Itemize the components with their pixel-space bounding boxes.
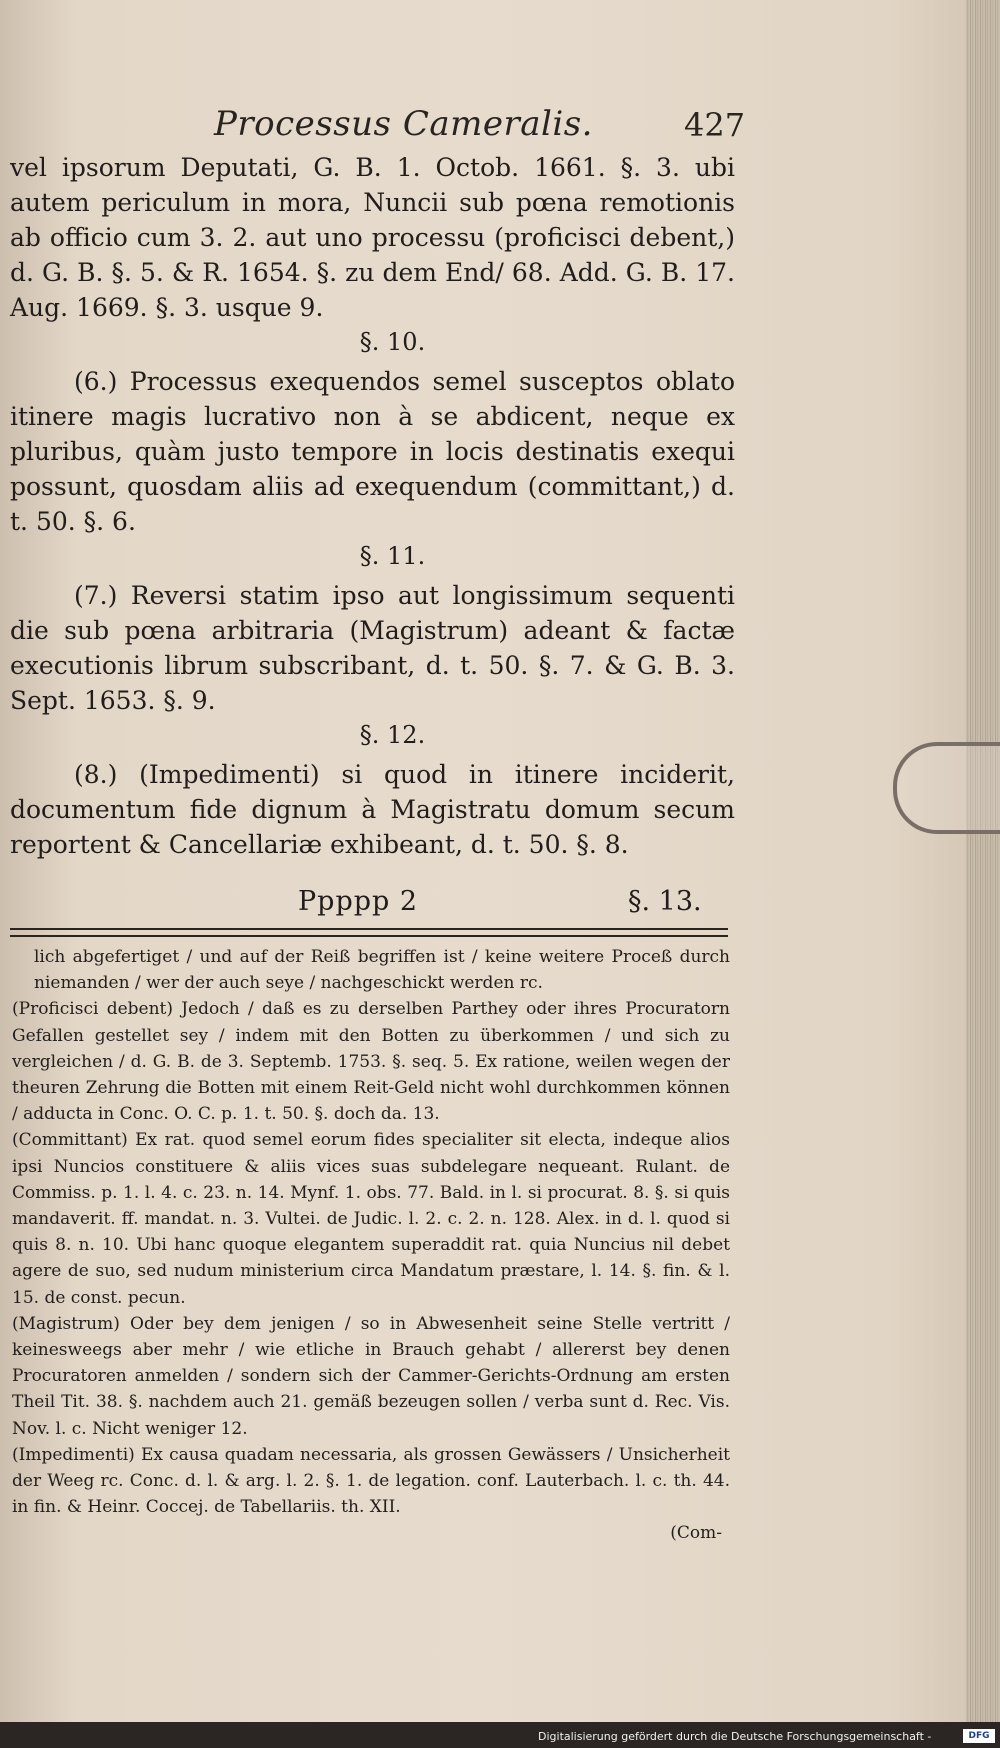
note-continuation: lich abgefertiget / und auf der Reiß begriffen ist / keine weitere Proceß durch niemanden / wer der auch seye / nachgeschickt werden rc. bbox=[34, 947, 730, 994]
paragraph-11: (7.) Reversi statim ipso aut longissimum sequenti die sub pœna arbitraria (Magistrum) adeant & factæ executionis librum subscribant, d. t. 50. §. 7. & G. B. 3. Sept. 1653. §. 9. bbox=[10, 581, 735, 715]
paragraph-12: (8.) (Impedimenti) si quod in itinere inciderit, documentum fide dignum à Magistratu domum secum reportent & Cancellariæ exhibeant, d. t. 50. §. 8. bbox=[10, 760, 735, 859]
page-clip bbox=[893, 742, 1000, 834]
printer-signature: Ppppp 2 bbox=[298, 886, 419, 917]
section-heading-11: §. 11. bbox=[359, 542, 426, 570]
dfg-logo: DFG bbox=[963, 1729, 995, 1743]
notes-catchword: (Com- bbox=[670, 1523, 722, 1544]
catchword: §. 13. bbox=[628, 886, 702, 917]
main-text bbox=[10, 150, 735, 862]
note-magistrum: (Magistrum) Oder bey dem jenigen / so in Abwesenheit seine Stelle vertritt / keinesweegs aber mehr / wie etliche in Brauch gehabt / allererst bey denen Procuratoren anmelden / sondern sich der Cammer-Gerichts-Ordnung am ersten Theil Tit. 38. §. nachdem auch 21. gemäß bezeugen sollen / verba sunt d. Rec. Vis. Nov. l. c. Nicht weniger 12. bbox=[12, 1313, 730, 1439]
paragraph-10: (6.) Processus exequendos semel susceptos oblato itinere magis lucrativo non à se abdicent, neque ex pluribus, quàm justo tempore in locis destinatis exequi possunt, quosdam aliis ad exequendum (committant,) d. t. 50. §. 6. bbox=[10, 367, 735, 536]
section-heading-10: §. 10. bbox=[359, 328, 426, 356]
running-title: Processus Cameralis. bbox=[214, 104, 593, 144]
digitization-credit: Digitalisierung gefördert durch die Deutsche Forschungsgemeinschaft - bbox=[538, 1730, 932, 1743]
note-committant: (Committant) Ex rat. quod semel eorum fides specialiter sit electa, indeque alios ipsi Nuncios constituere & aliis vices suas subdelegare nequeant. Rulant. de Commiss. p. 1. l. 4. c. 23. n. 14. Mynf. 1. obs. 77. Bald. in l. si procurat. 8. §. si quis mandaverit. ff. mandat. n. 3. Vultei. de Judic. l. 2. c. 2. n. 128. Alex. in d. l. quod si quis 8. n. 10. Ubi hanc quoque elegantem superaddit rat. quia Nuncius nil debet agere de suo, sed nudum ministerium circa Mandatum præstare, l. 14. §. fin. & l. 15. de const. pecun. bbox=[12, 1130, 730, 1308]
section-heading-12: §. 12. bbox=[359, 721, 426, 749]
note-proficisci: (Proficisci debent) Jedoch / daß es zu derselben Parthey oder ihres Procuratorn Gefallen gestellet sey / indem mit den Botten zu überkommen / und sich zu vergleichen / d. G. B. de 3. Septemb. 1753. §. seq. 5. Ex ratione, weilen wegen der theuren Zehrung die Botten mit einem Reit-Geld nicht wohl durchkommen können / adducta in Conc. O. C. p. 1. t. 50. §. doch da. 13. bbox=[12, 999, 730, 1125]
page-edges bbox=[966, 0, 1000, 1722]
signature-line bbox=[0, 886, 740, 922]
page-number: 427 bbox=[684, 106, 746, 144]
paragraph-continuation: vel ipsorum Deputati, G. B. 1. Octob. 1661. §. 3. ubi autem periculum in mora, Nuncii sub pœna remotionis ab officio cum 3. 2. aut uno processu (proficisci debent,) d. G. B. §. 5. & R. 1654. §. zu dem End/ 68. Add. G. B. 17. Aug. 1669. §. 3. usque 9. bbox=[10, 153, 735, 322]
footnotes bbox=[12, 944, 730, 1547]
page-header bbox=[0, 104, 966, 150]
footnote-rule bbox=[10, 928, 728, 937]
note-impedimenti: (Impedimenti) Ex causa quadam necessaria, als grossen Gewässers / Unsicherheit der Weeg rc. Conc. d. l. & arg. l. 2. §. 1. de legation. conf. Lauterbach. l. c. th. 44. in fin. & Heinr. Coccej. de Tabellariis. th. XII. bbox=[12, 1444, 730, 1518]
